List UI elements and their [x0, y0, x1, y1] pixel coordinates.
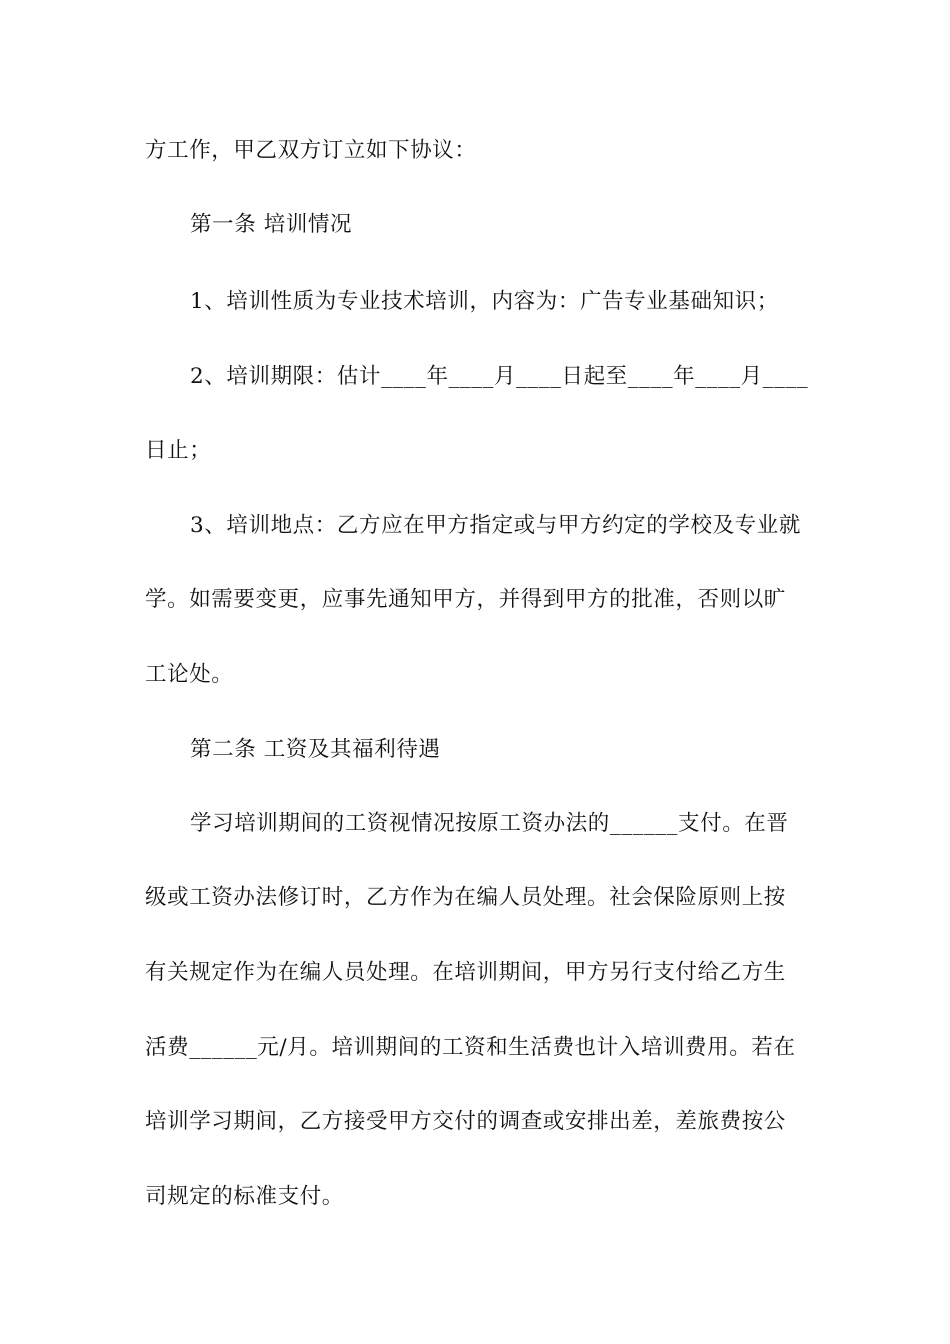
section-heading-1: 第一条 培训情况: [190, 212, 353, 237]
paragraph-line: 司规定的标准支付。: [145, 1184, 344, 1209]
paragraph-line: 学习培训期间的工资视情况按原工资办法的______支付。在晋: [190, 811, 789, 836]
paragraph-line: 方工作，甲乙双方订立如下协议：: [145, 138, 477, 163]
section-heading-2: 第二条 工资及其福利待遇: [190, 737, 441, 762]
clause-item-3-end: 工论处。: [145, 662, 234, 687]
clause-item-3-continued: 学。如需要变更，应事先通知甲方，并得到甲方的批准，否则以旷: [145, 587, 786, 612]
paragraph-line: 培训学习期间，乙方接受甲方交付的调查或安排出差，差旅费按公: [145, 1109, 786, 1134]
clause-item-2: 2、培训期限：估计____年____月____日起至____年____月____: [190, 364, 809, 389]
paragraph-line: 级或工资办法修订时，乙方作为在编人员处理。社会保险原则上按: [145, 885, 786, 910]
clause-item-2-continued: 日止；: [145, 438, 212, 463]
paragraph-line: 有关规定作为在编人员处理。在培训期间，甲方另行支付给乙方生: [145, 960, 786, 985]
clause-item-1: 1、培训性质为专业技术培训，内容为：广告专业基础知识；: [190, 289, 779, 314]
paragraph-line: 活费______元/月。培训期间的工资和生活费也计入培训费用。若在: [145, 1035, 796, 1060]
clause-item-3: 3、培训地点：乙方应在甲方指定或与甲方约定的学校及专业就: [190, 513, 801, 538]
